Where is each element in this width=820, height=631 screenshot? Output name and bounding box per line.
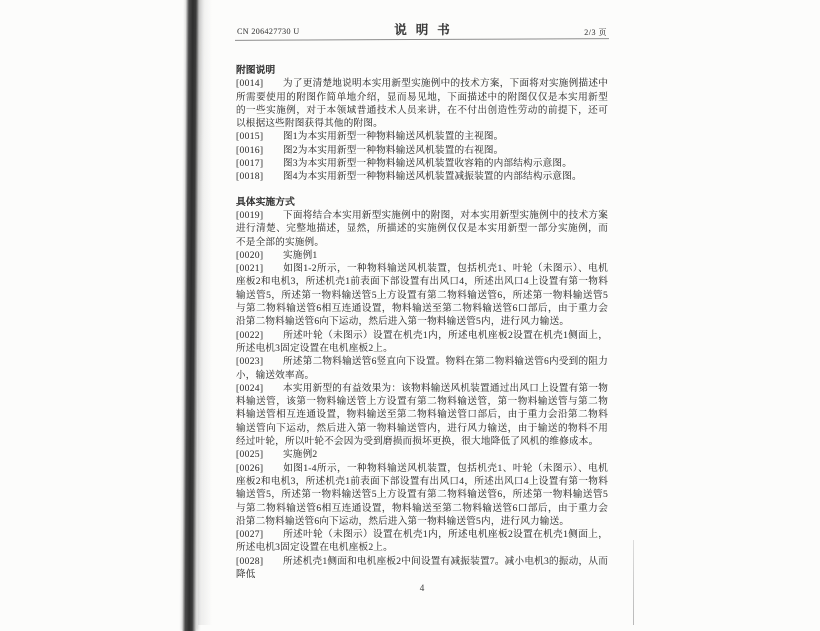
paragraph <box>236 329 608 356</box>
page-footer <box>236 583 608 593</box>
paragraph-text: 图4为本实用新型一种物料输送风机装置减振装置的内部结构示意图。 <box>283 171 582 183</box>
paragraph-number: [0028] <box>236 555 264 567</box>
paragraph-number: [0016] <box>236 144 264 156</box>
paragraph-number: [0023] <box>236 356 264 368</box>
paragraph <box>236 382 608 448</box>
scan-artifact-line <box>633 540 634 625</box>
page-number: 4 <box>419 583 425 593</box>
paragraph <box>236 157 608 170</box>
paragraph <box>236 355 608 382</box>
paragraph-text: 所述机壳1侧面和电机座板2中间设置有减振装置7。减小电机3的振动，从而降低 <box>236 555 608 580</box>
paragraph-text: 所述叶轮（未图示）设置在机壳1内，所述电机座板2设置在机壳1侧面上，所述电机3固定设置在电机座板2上。 <box>236 329 608 354</box>
paragraph-text: 所述第二物料输送管6竖直向下设置。物料在第二物料输送管6内受到的阻力小，输送效率高。 <box>236 356 608 381</box>
paragraph-text: 所述叶轮（未图示）设置在机壳1内，所述电机座板2设置在机壳1侧面上，所述电机3固定设置在电机座板2上。 <box>236 529 608 554</box>
paragraph-text: 图2为本实用新型一种物料输送风机装置的右视图。 <box>283 144 504 156</box>
paragraph-number: [0018] <box>236 171 264 183</box>
paragraph-text: 为了更清楚地说明本实用新型实施例中的技术方案，下面将对实施例描述中所需要使用的附图作简单地介绍，显而易见地，下面描述中的附图仅仅是本实用新型的一些实施例，对于本领域普通技术人员来讲，在不付出创造性劳动的前提下，还可以根据这些附图获得其他的附图。 <box>236 78 608 130</box>
page-indicator: 2/3 页 <box>584 28 607 37</box>
paragraph-text: 图3为本实用新型一种物料输送风机装置收容箱的内部结构示意图。 <box>283 158 573 170</box>
header-rule <box>235 38 609 41</box>
paragraph-number: [0019] <box>236 209 264 221</box>
paragraph <box>236 209 608 249</box>
paragraph <box>236 144 608 157</box>
paragraph <box>236 130 608 143</box>
paragraph-text: 如图1-4所示，一种物料输送风机装置，包括机壳1、叶轮（未图示）、电机座板2和电机3，所述机壳1前表面下部设置有出风口4，所述出风口4上设置有第一物料输送管5，所述第一物料输送管5上方设置有第二物料输送管6，所述第一物料输送管5与第二物料输送管6相互连通设置，物料输送至第二物料输送管6口部后，由于重力会沿第二物料输送管6向下运动，然后进入第一物料输送管5内，进行风力输送。 <box>236 462 608 527</box>
paragraph-number: [0027] <box>236 529 264 541</box>
document-body <box>236 64 608 581</box>
publication-number: CN 206427730 U <box>237 27 300 36</box>
paragraph-number: [0021] <box>236 263 264 275</box>
paragraph <box>236 77 608 130</box>
paragraph <box>236 462 608 528</box>
patent-page <box>236 0 608 625</box>
paragraph-text: 如图1-2所示，一种物料输送风机装置，包括机壳1、叶轮（未图示）、电机座板2和电机3，所述机壳1前表面下部设置有出风口4，所述出风口4上设置有第一物料输送管5，所述第一物料输送管5上方设置有第二物料输送管6，所述第一物料输送管5与第二物料输送管6相互连通设置，物料输送至第二物料输送管6口部后，由于重力会沿第二物料输送管6向下运动，然后进入第一物料输送管5内，进行风力输送。 <box>236 263 608 328</box>
paragraph-number: [0022] <box>236 329 264 341</box>
paragraph <box>236 262 608 328</box>
section <box>236 196 608 582</box>
paragraph-number: [0017] <box>236 158 264 170</box>
paragraph-number: [0024] <box>236 382 264 394</box>
paragraph <box>236 555 608 582</box>
document-title: 说明书 <box>394 23 459 37</box>
paragraph <box>236 448 608 461</box>
section <box>236 64 608 184</box>
section-heading: 具体实施方式 <box>236 196 295 208</box>
paragraph-text: 图1为本实用新型一种物料输送风机装置的主视图。 <box>283 131 504 143</box>
paragraph-text: 实施例1 <box>283 249 318 261</box>
paragraph-number: [0020] <box>236 249 264 261</box>
paragraph-number: [0015] <box>236 131 264 143</box>
paragraph <box>236 528 608 555</box>
paragraph-text: 本实用新型的有益效果为：该物料输送风机装置通过出风口上设置有第一物料输送管，该第一物料输送管上方设置有第二物料输送管，第一物料输送管与第二物料输送管相互连通设置，物料输送至第二物料输送管口部后，由于重力会沿第二物料输送管向下运动，然后进入第一物料输送管内，进行风力输送，由于输送的物料不用经过叶轮，所以叶轮不会因为受到磨损而损坏更换，很大地降低了风机的维修成本。 <box>236 382 608 448</box>
paragraph-number: [0014] <box>236 78 264 90</box>
section-heading: 附图说明 <box>236 65 276 76</box>
paragraph-text: 下面将结合本实用新型实施例中的附图，对本实用新型实施例中的技术方案进行清楚、完整地描述，显然，所描述的实施例仅仅是本实用新型一部分实施例，而不是全部的实施例。 <box>236 209 608 248</box>
paragraph <box>236 170 608 183</box>
book-spine-halo <box>198 0 212 625</box>
page-header <box>236 0 608 40</box>
paragraph <box>236 249 608 262</box>
paragraph-number: [0025] <box>236 449 264 461</box>
paragraph-text: 实施例2 <box>283 449 318 461</box>
paragraph-number: [0026] <box>236 462 264 474</box>
